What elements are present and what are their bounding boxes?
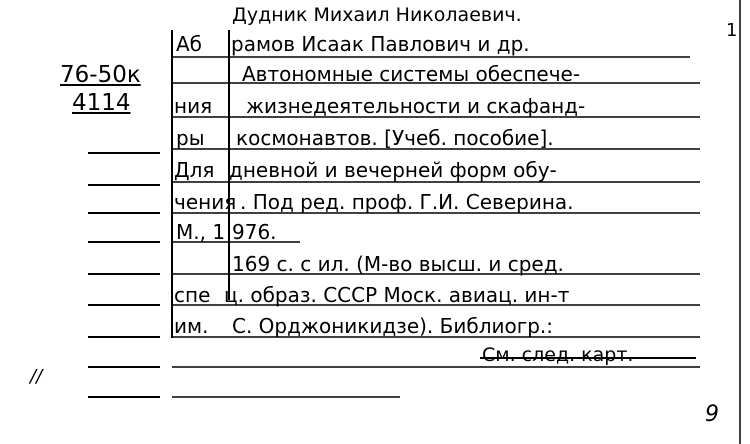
line-1-left: Аб	[176, 32, 203, 56]
line-3-right: жизнедеятельности и скафанд-	[246, 94, 586, 118]
line-4-left: ры	[176, 126, 205, 150]
line-9-left: спе	[174, 283, 211, 307]
line-1-right: рамов Исаак Павлович и др.	[231, 32, 530, 56]
line-9-right: ц. образ. СССР Моск. авиац. ин-т	[224, 283, 570, 307]
line-7-right: 976.	[232, 220, 277, 244]
line-2-right: Автономные системы обеспече-	[242, 62, 581, 86]
line-7-left: М., 1	[176, 220, 226, 244]
corner-mark-bottom: 9	[705, 402, 719, 427]
inventory-number: 4114	[72, 90, 131, 116]
line-10-left: им.	[174, 314, 209, 338]
corner-mark-top: 1	[726, 20, 738, 41]
line-11-right: См. след. карт.	[482, 344, 634, 366]
line-3-left: ния	[174, 94, 213, 118]
line-5-left: Для	[174, 158, 215, 182]
margin-mark: //	[30, 366, 43, 387]
line-6-right: . Под ред. проф. Г.И. Северина.	[240, 190, 574, 214]
line-5-right: дневной и вечерней форм обу-	[229, 158, 557, 182]
line-10-right: С. Орджоникидзе). Библиогр.:	[232, 314, 554, 338]
shelfmark: 76-50к	[60, 62, 141, 88]
line-4-right: космонавтов. [Учеб. пособие].	[236, 126, 554, 150]
line-6-left: чения	[174, 190, 237, 214]
line-8-right: 169 с. с ил. (М-во высш. и сред.	[232, 252, 564, 276]
header-author: Дудник Михаил Николаевич.	[232, 4, 522, 26]
